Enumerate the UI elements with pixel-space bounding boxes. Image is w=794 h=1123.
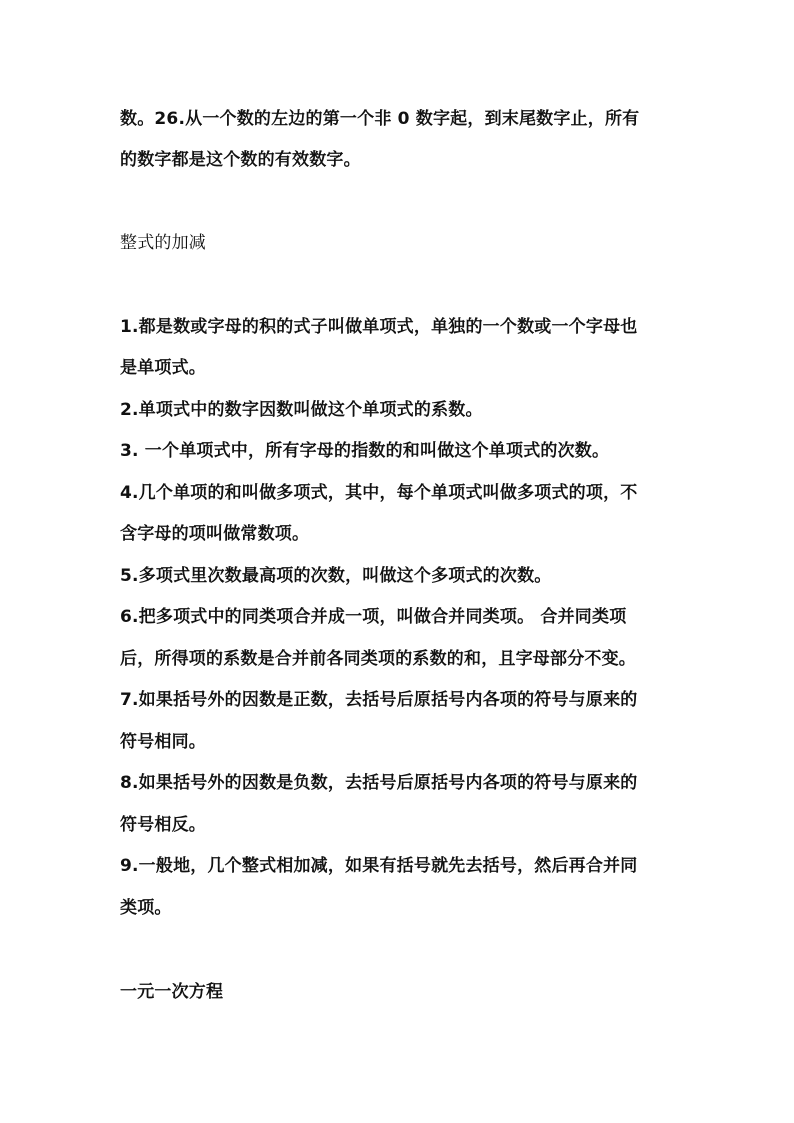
paragraph-6-line-2: 后，所得项的系数是合并前各同类项的系数的和，且字母部分不变。: [120, 649, 636, 669]
paragraph-5-line-1: 5.多项式里次数最高项的次数，叫做这个多项式的次数。: [120, 566, 552, 586]
paragraph-6-line-1: 6.把多项式中的同类项合并成一项，叫做合并同类项。 合并同类项: [120, 607, 627, 627]
paragraph-3-line-1: 3. 一个单项式中，所有字母的指数的和叫做这个单项式的次数。: [120, 441, 610, 461]
paragraph-26-line-2: 的数字都是这个数的有效数字。: [120, 150, 361, 170]
section-heading-yiyuan: 一元一次方程: [120, 982, 224, 1002]
paragraph-9-line-1: 9.一般地，几个整式相加减，如果有括号就先去括号，然后再合并同: [120, 856, 638, 876]
paragraph-8-line-2: 符号相反。: [120, 815, 206, 835]
paragraph-2-line-1: 2.单项式中的数字因数叫做这个单项式的系数。: [120, 400, 483, 420]
paragraph-9-line-2: 类项。: [120, 898, 172, 918]
paragraph-4-line-1: 4.几个单项的和叫做多项式，其中，每个单项式叫做多项式的项，不: [120, 483, 638, 503]
paragraph-8-line-1: 8.如果括号外的因数是负数，去括号后原括号内各项的符号与原来的: [120, 773, 638, 793]
paragraph-7-line-2: 符号相同。: [120, 732, 206, 752]
paragraph-1-line-2: 是单项式。: [120, 358, 206, 378]
paragraph-7-line-1: 7.如果括号外的因数是正数，去括号后原括号内各项的符号与原来的: [120, 690, 638, 710]
section-heading-zhengshi: 整式的加减: [120, 233, 206, 253]
paragraph-4-line-2: 含字母的项叫做常数项。: [120, 524, 310, 544]
paragraph-26-line-1: 数。26.从一个数的左边的第一个非 0 数字起，到末尾数字止，所有: [120, 109, 640, 129]
paragraph-1-line-1: 1.都是数或字母的积的式子叫做单项式，单独的一个数或一个字母也: [120, 317, 638, 337]
